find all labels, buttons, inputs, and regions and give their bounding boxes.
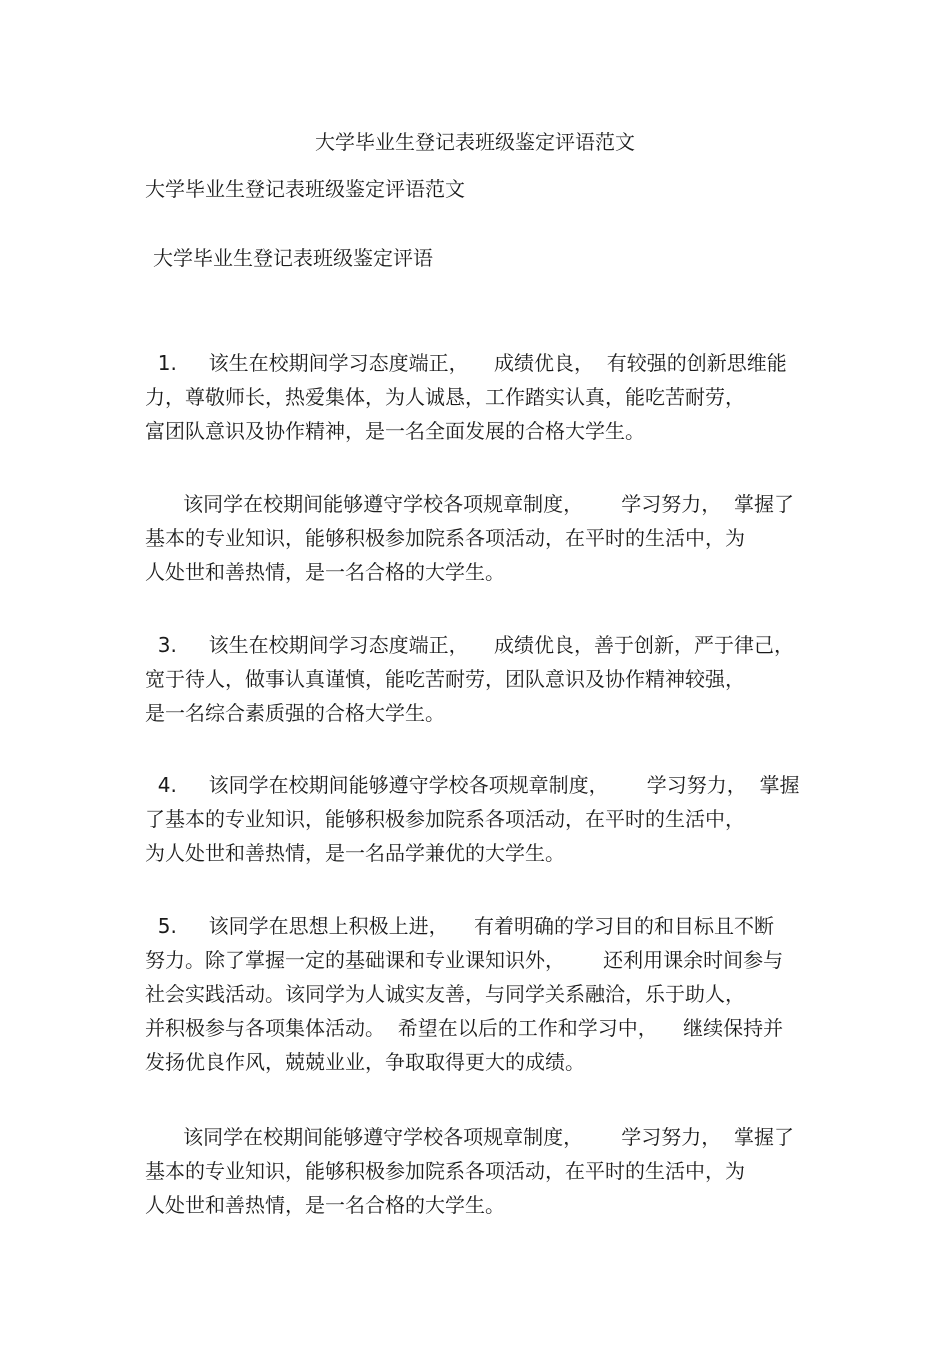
paragraph-line: 是一名综合素质强的合格大学生。 — [145, 701, 445, 725]
paragraph-line: 发扬优良作风，兢兢业业，争取取得更大的成绩。 — [145, 1050, 585, 1074]
paragraph-line: 力，尊敬师长，热爱集体，为人诚恳，工作踏实认真，能吃苦耐劳， — [145, 385, 745, 409]
paragraph-line: 该同学在校期间能够遵守学校各项规章制度， 学习努力， 掌握了 — [145, 492, 795, 516]
paragraph-line: 了基本的专业知识，能够积极参加院系各项活动，在平时的生活中， — [145, 807, 745, 831]
paragraph-4 — [145, 768, 825, 870]
paragraph-line: 4. 该同学在校期间能够遵守学校各项规章制度， 学习努力， 掌握 — [145, 773, 800, 797]
paragraph-line: 并积极参与各项集体活动。 希望在以后的工作和学习中， 继续保持并 — [145, 1016, 784, 1040]
paragraph-line: 富团队意识及协作精神，是一名全面发展的合格大学生。 — [145, 419, 645, 443]
paragraph-1 — [145, 346, 825, 448]
paragraph-line: 社会实践活动。该同学为人诚实友善，与同学关系融洽，乐于助人， — [145, 982, 745, 1006]
paragraph-line: 人处世和善热情，是一名合格的大学生。 — [145, 560, 505, 584]
paragraph-3 — [145, 628, 825, 730]
paragraph-line: 人处世和善热情，是一名合格的大学生。 — [145, 1193, 505, 1217]
paragraph-line: 为人处世和善热情，是一名品学兼优的大学生。 — [145, 841, 565, 865]
paragraph-6 — [145, 1120, 825, 1222]
section-heading: 大学毕业生登记表班级鉴定评语 — [153, 246, 433, 270]
paragraph-line: 基本的专业知识，能够积极参加院系各项活动，在平时的生活中，为 — [145, 526, 745, 550]
paragraph-line: 3. 该生在校期间学习态度端正， 成绩优良，善于创新，严于律己， — [145, 633, 795, 657]
paragraph-line: 宽于待人，做事认真谨慎，能吃苦耐劳，团队意识及协作精神较强， — [145, 667, 745, 691]
paragraph-line: 基本的专业知识，能够积极参加院系各项活动，在平时的生活中，为 — [145, 1159, 745, 1183]
document-title: 大学毕业生登记表班级鉴定评语范文 — [315, 130, 635, 154]
paragraph-5 — [145, 909, 825, 1079]
paragraph-line: 1. 该生在校期间学习态度端正， 成绩优良， 有较强的创新思维能 — [145, 351, 787, 375]
paragraph-line: 努力。除了掌握一定的基础课和专业课知识外， 还利用课余时间参与 — [145, 948, 784, 972]
paragraph-line: 5. 该同学在思想上积极上进， 有着明确的学习目的和目标且不断 — [145, 914, 775, 938]
document-subtitle: 大学毕业生登记表班级鉴定评语范文 — [145, 177, 465, 201]
paragraph-2 — [145, 487, 825, 589]
paragraph-line: 该同学在校期间能够遵守学校各项规章制度， 学习努力， 掌握了 — [145, 1125, 795, 1149]
